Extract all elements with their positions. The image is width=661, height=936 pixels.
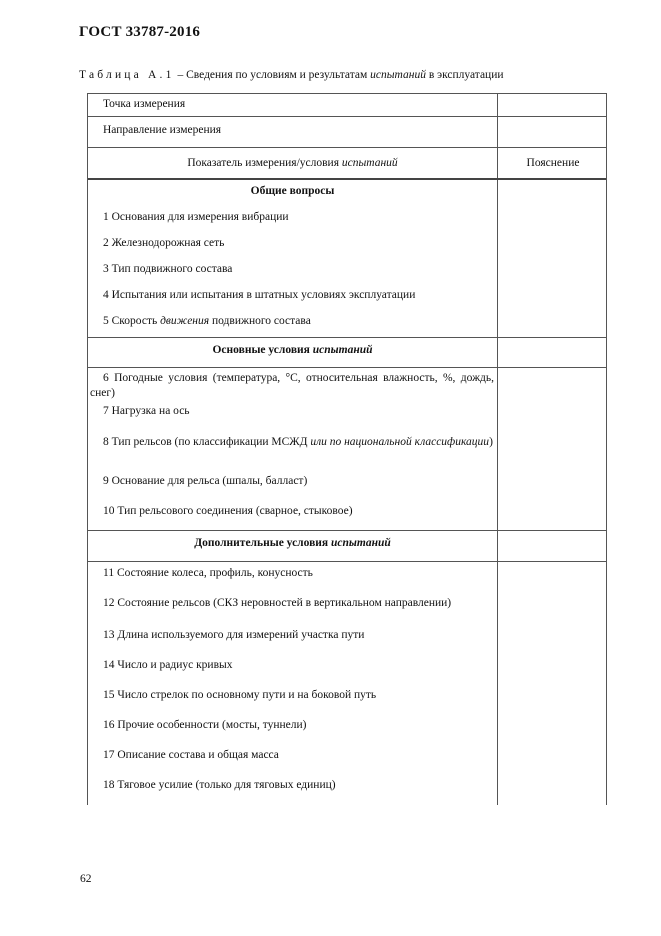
table-row: 2 Железнодорожная сеть xyxy=(103,237,225,249)
row-divider xyxy=(88,116,606,117)
section-divider xyxy=(88,337,606,338)
table-row: 18 Тяговое усилие (только для тяговых единиц) xyxy=(103,779,336,791)
table-row: 15 Число стрелок по основному пути и на боковой путь xyxy=(103,689,377,701)
section-divider xyxy=(88,530,606,531)
test-conditions-table xyxy=(87,93,607,805)
table-row: 10 Тип рельсового соединения (сварное, стыковое) xyxy=(103,505,353,517)
table-row: 3 Тип подвижного состава xyxy=(103,263,233,275)
column-divider xyxy=(497,94,498,805)
section-divider xyxy=(88,561,606,562)
table-row: 11 Состояние колеса, профиль, конусность xyxy=(103,567,313,579)
table-row: 12 Состояние рельсов (СКЗ неровностей в вертикальном направлении) xyxy=(103,597,452,609)
section-heading-main-conditions: Основные условия испытаний xyxy=(212,344,373,356)
section-heading-general: Общие вопросы xyxy=(250,185,335,197)
table-caption xyxy=(79,69,504,81)
table-caption-title: – Сведения по условиям и результатам испытаний в эксплуатации xyxy=(174,69,504,81)
section-divider xyxy=(88,367,606,368)
table-caption-label: Таблица А.1 xyxy=(79,69,175,81)
table-row: 8 Тип рельсов (по классификации МСЖД или по национальной классификации) xyxy=(103,436,493,448)
header-divider xyxy=(88,178,606,180)
table-row: 9 Основание для рельса (шпалы, балласт) xyxy=(103,475,308,487)
table-row: 5 Скорость движения подвижного состава xyxy=(103,315,311,327)
table-row: 16 Прочие особенности (мосты, туннели) xyxy=(103,719,307,731)
document-standard-header: ГОСТ 33787-2016 xyxy=(79,24,201,40)
table-row: 6 Погодные условия (температура, °С, относительная влажность, %, дождь, снег) xyxy=(90,372,494,399)
section-heading-additional-conditions: Дополнительные условия испытаний xyxy=(194,537,391,549)
page-number: 62 xyxy=(80,873,92,885)
indicator-column-header: Показатель измерения/условия испытаний xyxy=(187,157,398,169)
table-row: 1 Основания для измерения вибрации xyxy=(103,211,289,223)
table-row: 14 Число и радиус кривых xyxy=(103,659,233,671)
table-row: 13 Длина используемого для измерений участка пути xyxy=(103,629,365,641)
measurement-point-label: Точка измерения xyxy=(103,98,186,110)
table-row: 4 Испытания или испытания в штатных условиях эксплуатации xyxy=(103,289,416,301)
measurement-direction-label: Направление измерения xyxy=(103,124,222,136)
table-row: 7 Нагрузка на ось xyxy=(103,405,190,417)
explanation-column-header: Пояснение xyxy=(526,157,580,169)
table-row: 17 Описание состава и общая масса xyxy=(103,749,279,761)
row-divider xyxy=(88,147,606,148)
